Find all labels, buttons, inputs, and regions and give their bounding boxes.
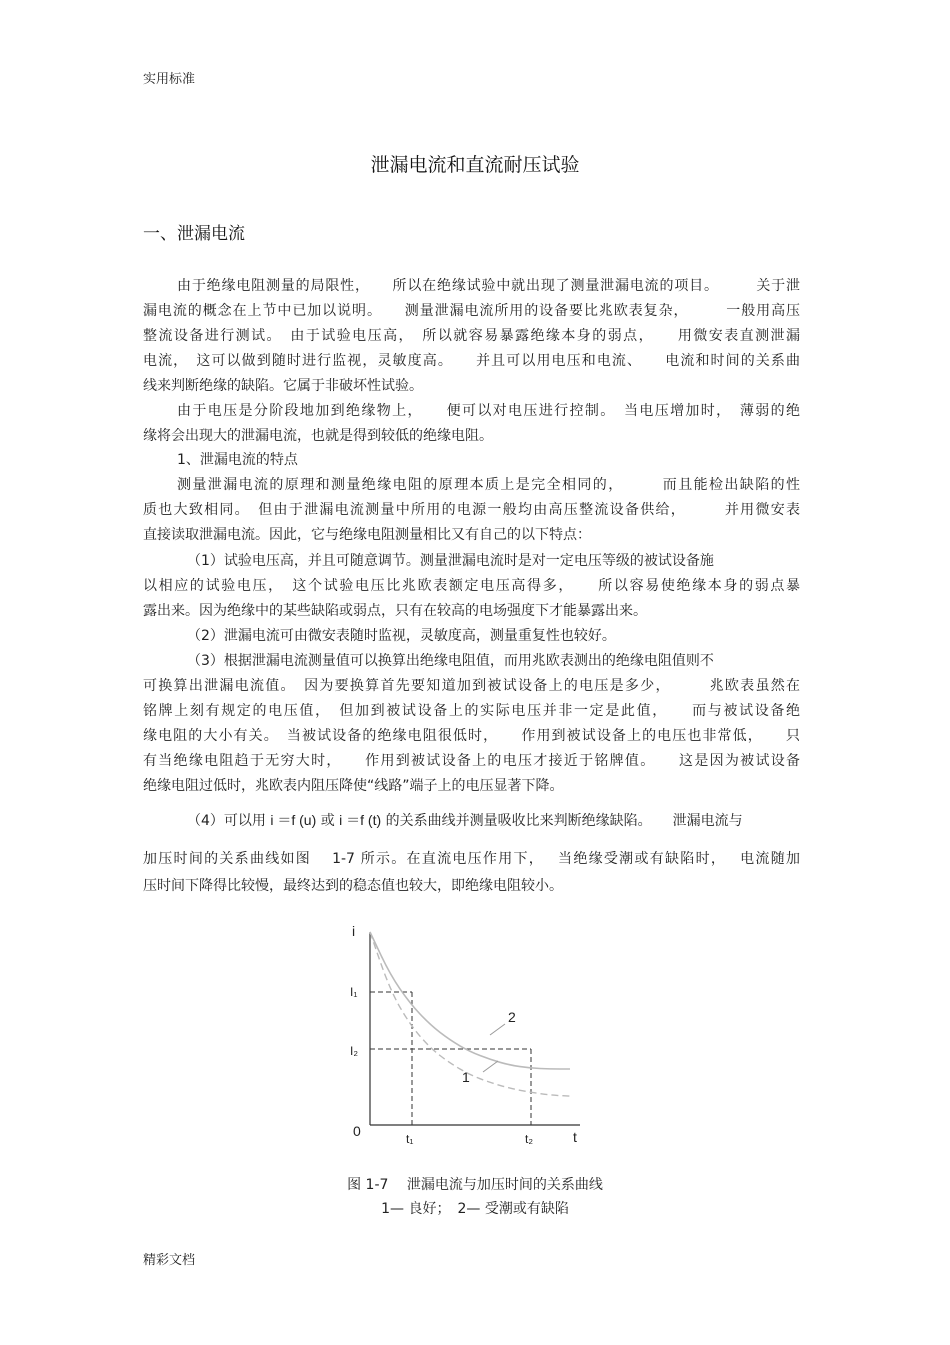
subheading-characteristics: 1、泄漏电流的特点: [177, 452, 298, 468]
x-axis-label: t: [573, 1129, 577, 1145]
paragraph-line: 直接读取泄漏电流。因此，它与绝缘电阻测量相比又有自己的以下特点：: [143, 527, 591, 543]
list-item-line: 铭牌上刻有规定的电压值， 但加到被试设备上的实际电压并非一定是此值， 而与被试设备绝: [143, 703, 800, 719]
list-item-line: 缘电阻的大小有关。 当被试设备的绝缘电阻很低时， 作用到被试设备上的电压也非常低， 只: [143, 728, 800, 744]
y-axis-label: i: [352, 923, 356, 939]
list-item-line: 可换算出泄漏电流值。 因为要换算首先要知道加到被试设备上的电压是多少， 兆欧表虽然在: [143, 678, 800, 694]
x-tick-label-t2: t₂: [525, 1132, 533, 1146]
list-item-line: 露出来。因为绝缘中的某些缺陷或弱点，只有在较高的电场强度下才能暴露出来。: [143, 603, 647, 619]
paragraph-line: 由于绝缘电阻测量的局限性， 所以在绝缘试验中就出现了测量泄漏电流的项目。 关于泄: [177, 278, 800, 294]
paragraph-line: 由于电压是分阶段地加到绝缘物上， 便可以对电压进行控制。 当电压增加时， 薄弱的绝: [177, 403, 800, 419]
paragraph-line: 缘将会出现大的泄漏电流，也就是得到较低的绝缘电阻。: [143, 428, 493, 444]
paragraph-line: 整流设备进行测试。 由于试验电压高， 所以就容易暴露绝缘本身的弱点， 用微安表直测泄漏: [143, 328, 800, 344]
paragraph-line: 线来判断绝缘的缺陷。它属于非破坏性试验。: [143, 378, 423, 394]
item4-suffix: 的关系曲线并测量吸收比来判断绝缘缺陷。 泄漏电流与: [381, 813, 743, 829]
list-item-line: （3）根据泄漏电流测量值可以换算出绝缘电阻值，而用兆欧表测出的绝缘电阻值则不: [187, 653, 714, 669]
figure-legend: 1— 良好； 2— 受潮或有缺陷: [381, 1201, 569, 1217]
figure-1-7-chart: [330, 910, 620, 1150]
formula-i-f-t: i ＝f (t): [339, 812, 382, 828]
paragraph-line: 电流， 这可以做到随时进行监视，灵敏度高。 并且可以用电压和电流、 电流和时间的关系曲: [143, 353, 800, 369]
y-tick-label-i1: I₁: [350, 985, 358, 999]
x-tick-label-t1: t₁: [406, 1132, 414, 1146]
page-footer: 精彩文档: [143, 1253, 196, 1268]
series-1-curve: [370, 932, 570, 1096]
list-item-line: 以相应的试验电压， 这个试验电压比兆欧表额定电压高得多， 所以容易使绝缘本身的弱点暴: [143, 578, 800, 594]
list-item-line: 绝缘电阻过低时，兆欧表内阻压降使“线路”端子上的电压显著下降。: [143, 778, 564, 794]
list-item-line: [187, 810, 743, 830]
paragraph-line: 加压时间的关系曲线如图 1-7 所示。在直流电压作用下， 当绝缘受潮或有缺陷时， 电流随加: [143, 851, 800, 867]
page-header: 实用标准: [143, 72, 196, 87]
document-title: 泄漏电流和直流耐压试验: [370, 154, 580, 176]
section-heading-leakage-current: 一、泄漏电流: [143, 224, 245, 244]
series-2-label-leader: [490, 1024, 505, 1035]
origin-label: 0: [353, 1123, 361, 1139]
item4-prefix: （4）可以用: [187, 813, 271, 829]
series-1-label-leader: [483, 1061, 498, 1072]
paragraph-line: 质也大致相同。 但由于泄漏电流测量中所用的电源一般均由高压整流设备供给， 并用微安表: [143, 502, 800, 518]
series-1-label: 1: [462, 1069, 470, 1085]
list-item-line: （1）试验电压高，并且可随意调节。测量泄漏电流时是对一定电压等级的被试设备施: [187, 553, 714, 569]
item4-or: 或: [316, 813, 340, 829]
series-2-curve: [370, 932, 570, 1069]
list-item-line: （2）泄漏电流可由微安表随时监视，灵敏度高，测量重复性也较好。: [187, 628, 616, 644]
paragraph-line: 测量泄漏电流的原理和测量绝缘电阻的原理本质上是完全相同的， 而且能检出缺陷的性: [177, 477, 800, 493]
figure-caption: 图 1-7 泄漏电流与加压时间的关系曲线: [347, 1177, 603, 1193]
y-tick-label-i2: I₂: [350, 1044, 358, 1058]
paragraph-line: 漏电流的概念在上节中已加以说明。 测量泄漏电流所用的设备要比兆欧表复杂， 一般用高压: [143, 303, 800, 319]
paragraph-line: 压时间下降得比较慢，最终达到的稳态值也较大，即绝缘电阻较小。: [143, 878, 563, 894]
leakage-current-chart-svg: [330, 910, 620, 1150]
formula-i-f-u: i ＝f (u): [270, 812, 317, 828]
list-item-line: 有当绝缘电阻趋于无穷大时， 作用到被试设备上的电压才接近于铭牌值。 这是因为被试设备: [143, 753, 800, 769]
series-2-label: 2: [508, 1009, 516, 1025]
